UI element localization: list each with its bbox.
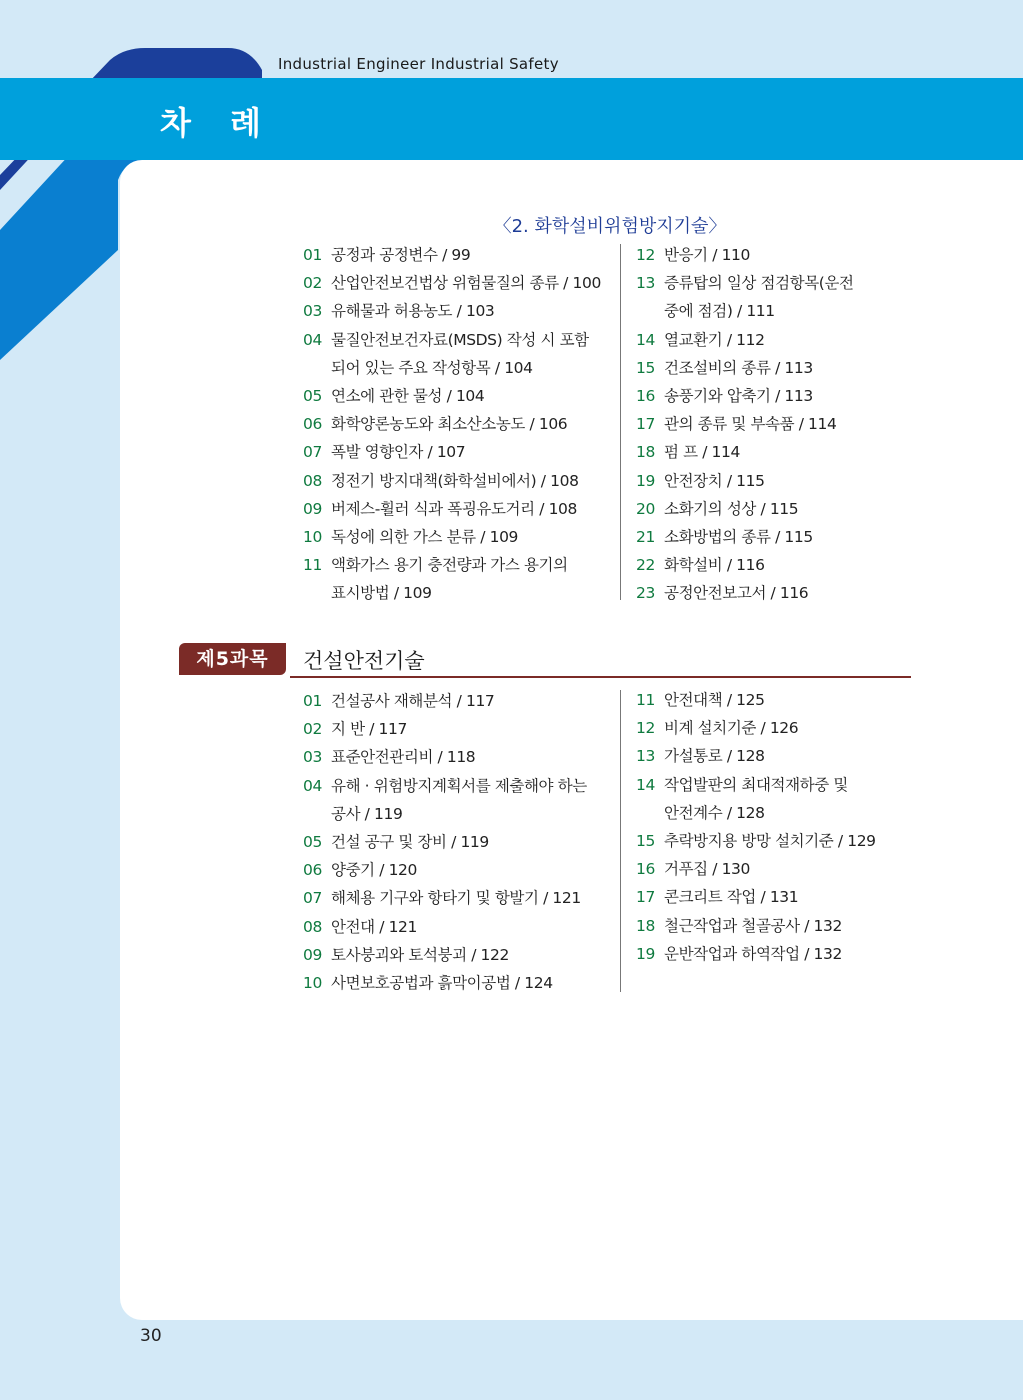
toc-item-number: 21 bbox=[636, 528, 655, 547]
toc-item-text: 거푸집 / 130 bbox=[664, 860, 750, 879]
toc-item bbox=[636, 940, 876, 968]
toc-item-number: 11 bbox=[636, 691, 655, 709]
toc-item-number: 06 bbox=[303, 861, 322, 880]
toc-item-text: 작업발판의 최대적재하중 및 안전계수 / 128 bbox=[664, 775, 848, 822]
page-number: 30 bbox=[140, 1326, 162, 1346]
toc-item-number: 07 bbox=[303, 443, 322, 462]
toc-item bbox=[636, 686, 876, 714]
toc-item bbox=[303, 410, 601, 438]
toc-item-text: 안전장치 / 115 bbox=[664, 471, 765, 490]
toc-item-number: 17 bbox=[636, 888, 655, 907]
toc-item bbox=[303, 856, 587, 884]
toc-item-number: 19 bbox=[636, 471, 655, 490]
section-left-list bbox=[303, 241, 601, 608]
toc-item-number: 14 bbox=[636, 330, 655, 349]
toc-item bbox=[303, 941, 587, 969]
toc-item-text: 콘크리트 작업 / 131 bbox=[664, 888, 799, 907]
toc-item-number: 14 bbox=[636, 775, 655, 794]
toc-item bbox=[636, 241, 854, 269]
toc-item bbox=[303, 969, 587, 997]
toc-item-number: 16 bbox=[636, 387, 655, 406]
toc-item bbox=[303, 715, 587, 743]
chapter-rule bbox=[290, 676, 911, 678]
toc-item-number: 22 bbox=[636, 556, 655, 575]
toc-item bbox=[303, 382, 601, 410]
section-divider bbox=[620, 244, 621, 600]
toc-item-text: 폭발 영향인자 / 107 bbox=[331, 443, 466, 462]
toc-item-number: 19 bbox=[636, 944, 655, 963]
toc-item-number: 23 bbox=[636, 584, 655, 603]
toc-item-number: 15 bbox=[636, 832, 655, 851]
toc-item-text: 운반작업과 하역작업 / 132 bbox=[664, 944, 842, 963]
toc-item-text: 관의 종류 및 부속품 / 114 bbox=[664, 415, 837, 434]
toc-item bbox=[636, 883, 876, 911]
toc-item bbox=[303, 241, 601, 269]
toc-item-number: 03 bbox=[303, 302, 322, 321]
toc-item-text: 소화방법의 종류 / 115 bbox=[664, 528, 813, 547]
toc-item-text: 연소에 관한 물성 / 104 bbox=[331, 387, 485, 406]
toc-item bbox=[303, 743, 587, 771]
toc-item bbox=[636, 742, 876, 770]
toc-item-text: 펌 프 / 114 bbox=[664, 443, 740, 462]
toc-item bbox=[303, 326, 601, 382]
toc-item-number: 10 bbox=[303, 528, 322, 547]
toc-item-number: 12 bbox=[636, 719, 655, 738]
toc-item bbox=[303, 523, 601, 551]
toc-item bbox=[636, 410, 854, 438]
toc-item-number: 16 bbox=[636, 860, 655, 879]
toc-item-text: 사면보호공법과 흙막이공법 / 124 bbox=[331, 974, 553, 993]
toc-item-number: 13 bbox=[636, 274, 655, 293]
toc-item-text: 양중기 / 120 bbox=[331, 861, 417, 880]
toc-item-text: 건설 공구 및 장비 / 119 bbox=[331, 833, 489, 852]
chapter-title: 건설안전기술 bbox=[303, 649, 425, 673]
toc-item bbox=[303, 828, 587, 856]
toc-item-text: 공정과 공정변수 / 99 bbox=[331, 246, 471, 264]
toc-item-text: 추락방지용 방망 설치기준 / 129 bbox=[664, 832, 876, 851]
toc-item-number: 05 bbox=[303, 833, 322, 852]
toc-item-number: 20 bbox=[636, 499, 655, 518]
toc-item-number: 04 bbox=[303, 330, 322, 349]
toc-item-number: 02 bbox=[303, 274, 322, 293]
toc-item bbox=[303, 913, 587, 941]
toc-item-text: 토사붕괴와 토석붕괴 / 122 bbox=[331, 945, 509, 964]
toc-item-text: 화학양론농도와 최소산소농도 / 106 bbox=[331, 415, 568, 434]
toc-item bbox=[303, 269, 601, 297]
toc-item-text: 열교환기 / 112 bbox=[664, 330, 765, 349]
toc-item-text: 화학설비 / 116 bbox=[664, 556, 765, 575]
chapter-right-list bbox=[636, 686, 876, 968]
toc-item-number: 13 bbox=[636, 747, 655, 766]
section-right-list bbox=[636, 241, 854, 608]
toc-item bbox=[636, 326, 854, 354]
toc-item bbox=[636, 269, 854, 325]
toc-item-text: 건설공사 재해분석 / 117 bbox=[331, 692, 495, 710]
toc-item-text: 정전기 방지대책(화학설비에서) / 108 bbox=[331, 471, 579, 490]
chapter-divider bbox=[620, 690, 621, 992]
toc-item bbox=[636, 714, 876, 742]
toc-item bbox=[636, 771, 876, 827]
toc-item-number: 18 bbox=[636, 443, 655, 462]
toc-item bbox=[636, 579, 854, 607]
toc-item-number: 02 bbox=[303, 720, 322, 739]
toc-item bbox=[303, 495, 601, 523]
toc-item-text: 물질안전보건자료(MSDS) 작성 시 포함 되어 있는 주요 작성항목 / 104 bbox=[331, 330, 589, 377]
toc-item-number: 05 bbox=[303, 387, 322, 406]
toc-item-text: 해체용 기구와 항타기 및 항발기 / 121 bbox=[331, 889, 581, 908]
toc-item-text: 버제스-휠러 식과 폭굉유도거리 / 108 bbox=[331, 499, 577, 518]
toc-item bbox=[303, 467, 601, 495]
toc-item bbox=[636, 438, 854, 466]
toc-item-text: 안전대 / 121 bbox=[331, 917, 417, 936]
toc-item-text: 공정안전보고서 / 116 bbox=[664, 584, 809, 603]
toc-item bbox=[636, 523, 854, 551]
toc-item-text: 소화기의 성상 / 115 bbox=[664, 499, 799, 518]
toc-item-number: 08 bbox=[303, 917, 322, 936]
chapter-badge: 제5과목 bbox=[179, 643, 286, 675]
toc-item-number: 11 bbox=[303, 556, 322, 575]
toc-item-text: 건조설비의 종류 / 113 bbox=[664, 358, 813, 377]
toc-item-text: 증류탑의 일상 점검항목(운전 중에 점검) / 111 bbox=[664, 274, 854, 321]
toc-item bbox=[303, 884, 587, 912]
toc-item-text: 산업안전보건법상 위험물질의 종류 / 100 bbox=[331, 274, 601, 293]
toc-item-text: 표준안전관리비 / 118 bbox=[331, 748, 476, 767]
chapter-left-list bbox=[303, 687, 587, 997]
toc-item-number: 09 bbox=[303, 945, 322, 964]
toc-item-number: 12 bbox=[636, 246, 655, 264]
toc-item bbox=[303, 687, 587, 715]
toc-item bbox=[636, 912, 876, 940]
header-bar bbox=[0, 78, 1023, 160]
toc-item-text: 독성에 의한 가스 분류 / 109 bbox=[331, 528, 518, 547]
toc-item-text: 송풍기와 압축기 / 113 bbox=[664, 387, 813, 406]
toc-item-number: 18 bbox=[636, 916, 655, 935]
toc-item bbox=[636, 382, 854, 410]
toc-item bbox=[303, 438, 601, 466]
toc-item-number: 04 bbox=[303, 776, 322, 795]
page-title: 차 례 bbox=[160, 104, 275, 142]
toc-item-text: 액화가스 용기 충전량과 가스 용기의 표시방법 / 109 bbox=[331, 556, 568, 603]
toc-item-text: 가설통로 / 128 bbox=[664, 747, 765, 766]
toc-item-text: 유해 · 위험방지계획서를 제출해야 하는 공사 / 119 bbox=[331, 776, 587, 823]
toc-item bbox=[303, 297, 601, 325]
toc-item-text: 반응기 / 110 bbox=[664, 246, 750, 264]
toc-item-number: 10 bbox=[303, 974, 322, 993]
toc-item-number: 15 bbox=[636, 358, 655, 377]
toc-item-text: 안전대책 / 125 bbox=[664, 691, 765, 709]
toc-item-number: 07 bbox=[303, 889, 322, 908]
toc-item-number: 06 bbox=[303, 415, 322, 434]
toc-item bbox=[636, 495, 854, 523]
toc-item-number: 01 bbox=[303, 246, 322, 264]
toc-item bbox=[303, 551, 601, 607]
toc-item bbox=[303, 772, 587, 828]
toc-item bbox=[636, 354, 854, 382]
toc-item bbox=[636, 855, 876, 883]
toc-item-text: 지 반 / 117 bbox=[331, 720, 407, 739]
toc-item bbox=[636, 551, 854, 579]
toc-item-number: 01 bbox=[303, 692, 322, 710]
toc-item-text: 비계 설치기준 / 126 bbox=[664, 719, 799, 738]
toc-item bbox=[636, 827, 876, 855]
toc-item-number: 08 bbox=[303, 471, 322, 490]
toc-item-number: 09 bbox=[303, 499, 322, 518]
running-title: Industrial Engineer Industrial Safety bbox=[278, 55, 559, 73]
toc-item bbox=[636, 467, 854, 495]
section-subtitle: 〈2. 화학설비위험방지기술〉 bbox=[493, 216, 727, 237]
toc-item-number: 03 bbox=[303, 748, 322, 767]
toc-item-number: 17 bbox=[636, 415, 655, 434]
toc-item-text: 철근작업과 철골공사 / 132 bbox=[664, 916, 842, 935]
toc-item-text: 유해물과 허용농도 / 103 bbox=[331, 302, 495, 321]
